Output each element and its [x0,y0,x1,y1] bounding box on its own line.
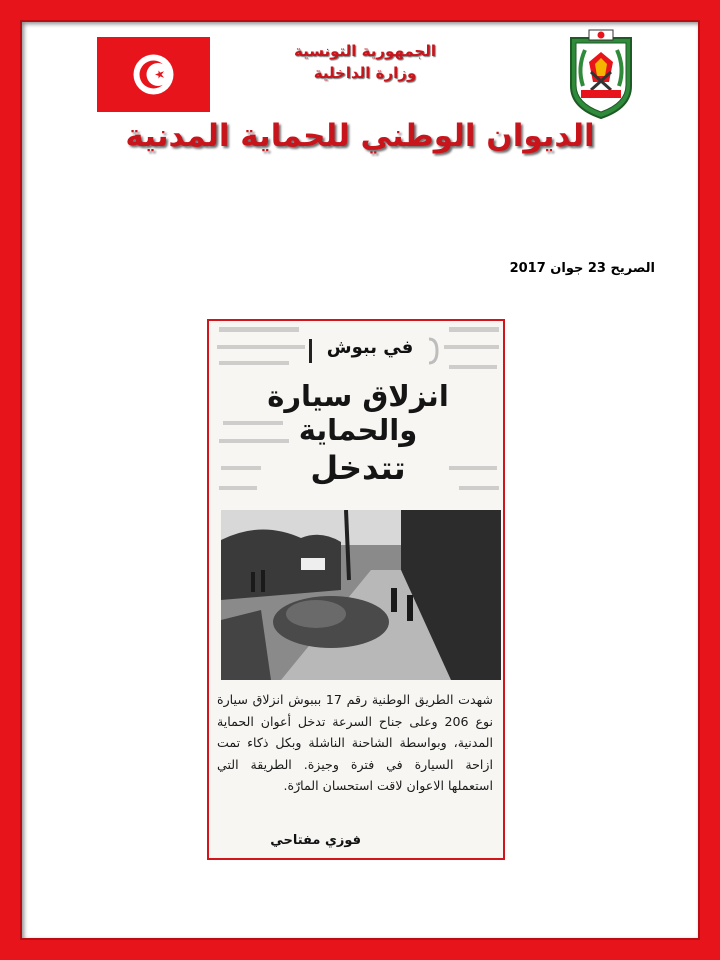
article-body: شهدت الطريق الوطنية رقم 17 بببوش انزلاق سيارة نوع 206 وعلى جناح السرعة تدخل أعوان الحماية المدنية، وبواسطة الشاحنة الناشلة وبكل ذكاء تمت ازاحة السيارة في فترة وجيزة. الطريقة التي استعملها الاعوان لاقت استحسان المارّة. [217,692,493,794]
header-text [240,40,490,84]
tunisia-flag-icon [97,37,210,112]
headline-line-2: تتدخل [310,449,406,487]
republic-label: الجمهورية التونسية [294,42,436,60]
headline-line-1: انزلاق سيارة والحماية [267,379,449,447]
civil-protection-emblem-icon [563,28,639,120]
ministry-label: وزارة الداخلية [313,64,417,82]
accident-photo [221,510,501,680]
newspaper-clipping [207,319,505,860]
author-byline: فوزي مفتاحي [270,833,361,848]
publication-date: الصريح 23 جوان 2017 [509,261,655,276]
section-tag: في ببوش [326,337,414,358]
office-title: الديوان الوطني للحماية المدنية [125,118,595,154]
